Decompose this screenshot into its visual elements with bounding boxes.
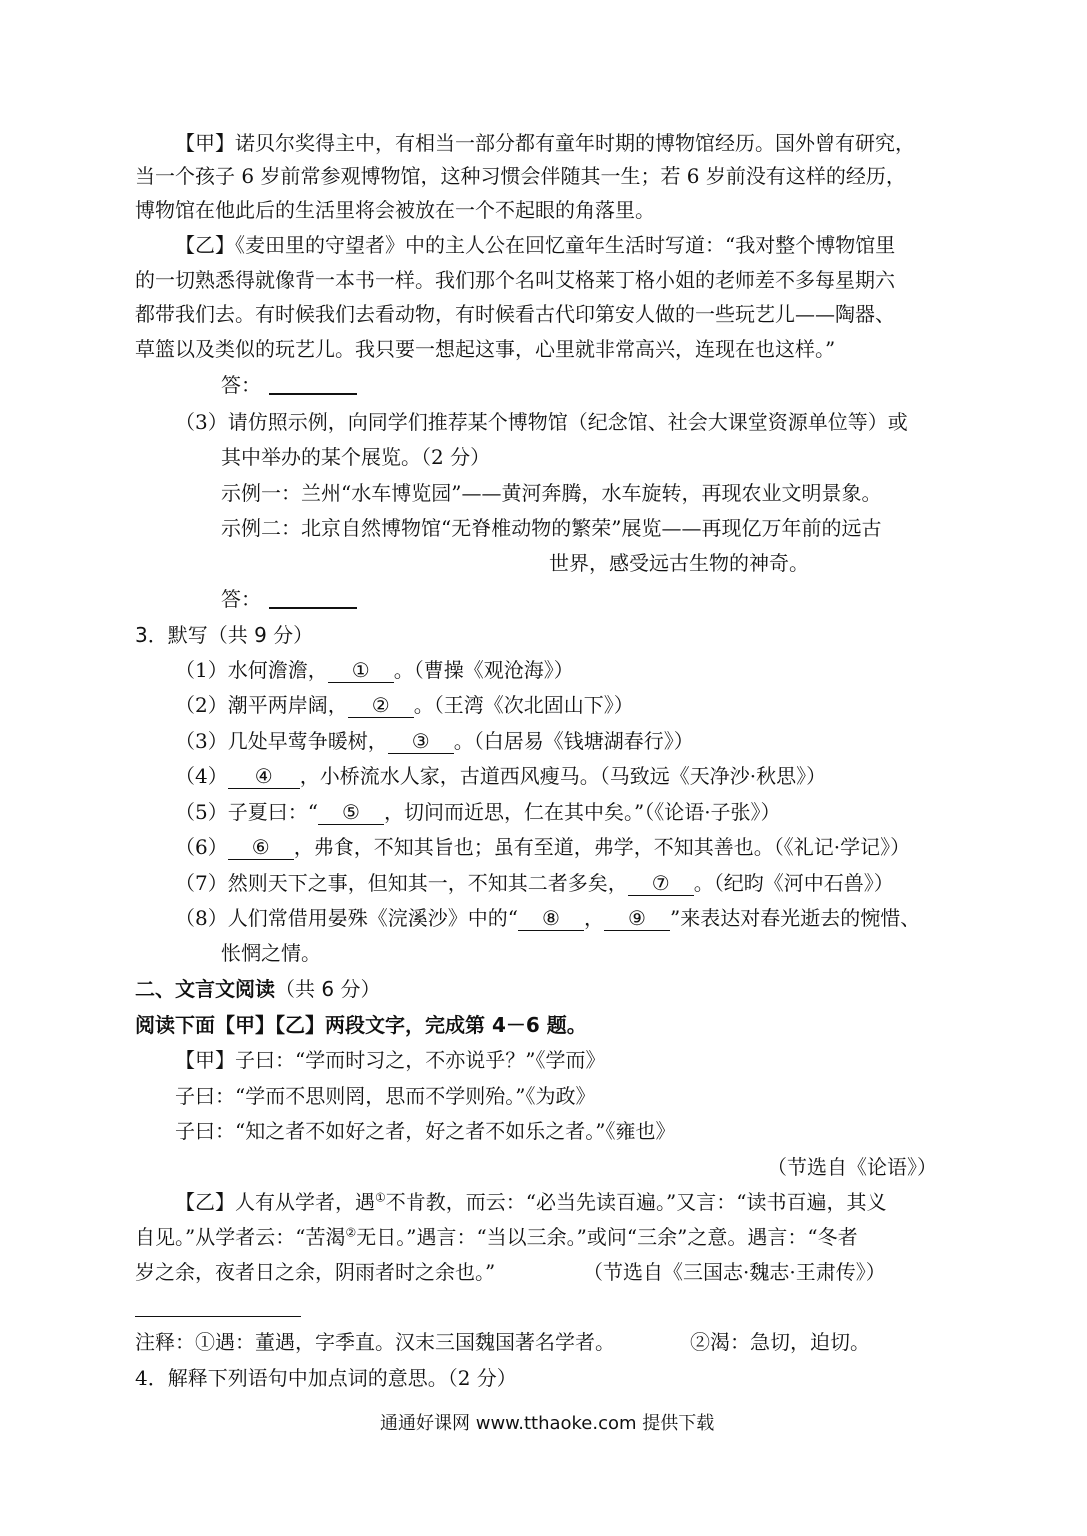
q3-item-post: ，小桥流水人家，古道西风瘦马。（马致远《天净沙·秋思》） — [299, 764, 827, 788]
answer-blank[interactable] — [269, 373, 357, 395]
classical-yi-line-1 — [175, 1187, 886, 1217]
q3-blank-1[interactable]: ① — [328, 658, 394, 683]
q3-blank-7[interactable]: ⑦ — [628, 871, 694, 896]
classical-yi-text: 不肯教，而云：“必当先读百遍。”又言：“读书百遍，其义 — [385, 1190, 887, 1214]
q3-item-number: （1） — [175, 658, 228, 682]
q2-3-line-1 — [175, 407, 908, 437]
para-yi-line-2: 的一切熟悉得就像背一本书一样。我们那个名叫艾格莱丁格小姐的老师差不多每星期六 — [135, 268, 895, 292]
para-yi-line-4: 草篮以及类似的玩艺儿。我只要一想起这事，心里就非常高兴，连现在也这样。” — [135, 337, 836, 361]
q3-item-number: （2） — [175, 693, 228, 717]
source-lunyu: （节选自《论语》） — [767, 1155, 937, 1179]
q3-item-pre: 人们常借用晏殊《浣溪沙》中的“ — [227, 906, 518, 930]
classical-jia-line-3: 子曰：“知之者不如好之者，好之者不如乐之者。”《雍也》 — [175, 1119, 676, 1143]
q3-title: 3．默写（共 9 分） — [135, 623, 314, 647]
q3-blank-3[interactable]: ③ — [388, 729, 454, 754]
q3-item-mid: ， — [583, 906, 604, 930]
q3-item-number: （3） — [175, 729, 228, 753]
q3-blank-6[interactable]: ⑥ — [228, 835, 294, 860]
page-footer: 通通好课网 www.tthaoke.com 提供下载 — [380, 1413, 715, 1434]
para-jia-line-1: 【甲】诺贝尔奖得主中，有相当一部分都有童年时期的博物馆经历。国外曾有研究， — [175, 131, 915, 155]
q3-item-post: 。（王湾《次北固山下》） — [413, 693, 634, 717]
q3-item-8 — [175, 903, 920, 933]
para-yi-line-1: 【乙】《麦田里的守望者》中的主人公在回忆童年生活时写道：“我对整个博物馆里 — [175, 233, 896, 257]
q2-3-example-1: 示例一：兰州“水车博览园”——黄河奔腾，水车旋转，再现农业文明景象。 — [221, 481, 882, 505]
q3-item-number: （8） — [175, 906, 228, 930]
answer-blank[interactable] — [269, 587, 357, 609]
q3-item-2 — [175, 690, 634, 720]
q3-item-number: （5） — [175, 800, 228, 824]
footnote-ref-2: ② — [345, 1225, 357, 1240]
footnote-2: ②渴：急切，迫切。 — [690, 1330, 870, 1354]
answer-label: 答： — [221, 587, 261, 611]
section2-heading — [135, 974, 380, 1004]
q4-text: 4．解释下列语句中加点词的意思。（2 分） — [135, 1366, 517, 1390]
q3-blank-2[interactable]: ② — [348, 693, 414, 718]
classical-yi-text: 无日。”遇言：“当以三余。”或问“三余”之意。遇言：“冬者 — [356, 1225, 858, 1249]
q3-blank-8[interactable]: ⑧ — [518, 906, 584, 931]
answer-label: 答： — [221, 373, 261, 397]
q3-item-post: 。（曹操《观沧海》） — [393, 658, 574, 682]
q3-item-post: ，弗食，不知其旨也；虽有至道，弗学，不知其善也。（《礼记·学记》） — [293, 835, 911, 859]
q3-item-4 — [175, 761, 826, 791]
q3-item-8-line-2: 怅惘之情。 — [221, 941, 321, 965]
q3-blank-5[interactable]: ⑤ — [318, 800, 384, 825]
q3-item-pre: 几处早莺争暖树， — [227, 729, 388, 753]
q2-3-example-2b: 世界，感受远古生物的神奇。 — [549, 551, 809, 575]
q3-item-5 — [175, 797, 781, 827]
para-jia-line-2: 当一个孩子 6 岁前常参观博物馆，这种习惯会伴随其一生；若 6 岁前没有这样的经历， — [135, 164, 906, 188]
q3-item-pre: 潮平两岸阔， — [227, 693, 348, 717]
q3-item-pre: 然则天下之事，但知其一，不知其二者多矣， — [227, 871, 628, 895]
classical-yi-line-2 — [135, 1222, 858, 1252]
q3-blank-9[interactable]: ⑨ — [604, 906, 670, 931]
q3-item-1 — [175, 655, 574, 685]
section2-instruction: 阅读下面【甲】【乙】两段文字，完成第 4－6 题。 — [135, 1013, 587, 1037]
q2-3-example-2a: 示例二：北京自然博物馆“无脊椎动物的繁荣”展览——再现亿万年前的远古 — [221, 516, 882, 540]
classical-yi-text: 【乙】人有从学者，遇 — [175, 1190, 375, 1214]
q2-3-text: 请仿照示例，向同学们推荐某个博物馆（纪念馆、社会大课堂资源单位等）或 — [227, 410, 908, 434]
q3-item-number: （4） — [175, 764, 228, 788]
answer-row-1 — [221, 370, 357, 400]
q3-item-number: （7） — [175, 871, 228, 895]
classical-yi-line-3: 岁之余，夜者日之余，阴雨者时之余也。” — [135, 1260, 496, 1284]
para-yi-line-3: 都带我们去。有时候我们去看动物，有时候看古代印第安人做的一些玩艺儿——陶器、 — [135, 302, 895, 326]
q3-item-3 — [175, 726, 694, 756]
classical-jia-line-1: 【甲】子曰：“学而时习之，不亦说乎？”《学而》 — [175, 1048, 606, 1072]
footnote-divider — [135, 1316, 301, 1317]
classical-yi-text: 自见。”从学者云：“苦渴 — [135, 1225, 346, 1249]
q3-blank-4[interactable]: ④ — [228, 764, 300, 789]
q2-3-number: （3） — [175, 410, 228, 434]
q2-3-line-2: 其中举办的某个展览。（2 分） — [221, 445, 491, 469]
section2-title: 二、文言文阅读 — [135, 977, 275, 1001]
q3-item-pre: 水何澹澹， — [227, 658, 328, 682]
answer-row-2 — [221, 584, 357, 614]
q3-item-post: ，切问而近思，仁在其中矣。”（《论语·子张》） — [383, 800, 781, 824]
source-sanguozhi: （节选自《三国志·魏志·王肃传》） — [583, 1260, 886, 1284]
footnote-ref-1: ① — [375, 1190, 386, 1205]
section2-score: （共 6 分） — [275, 977, 381, 1001]
q3-item-post: 。（白居易《钱塘湖春行》） — [453, 729, 694, 753]
classical-jia-line-2: 子曰：“学而不思则罔，思而不学则殆。”《为政》 — [175, 1084, 596, 1108]
q3-item-post: 。（纪昀《河中石兽》） — [693, 871, 894, 895]
footnote-1: 注释：①遇：董遇，字季直。汉末三国魏国著名学者。 — [135, 1330, 615, 1354]
q3-item-post: ”来表达对春光逝去的惋惜、 — [669, 906, 921, 930]
q3-item-6 — [175, 832, 910, 862]
q3-item-pre: 子夏曰：“ — [227, 800, 318, 824]
para-jia-line-3: 博物馆在他此后的生活里将会被放在一个不起眼的角落里。 — [135, 198, 655, 222]
q3-item-number: （6） — [175, 835, 228, 859]
q3-item-7 — [175, 868, 894, 898]
